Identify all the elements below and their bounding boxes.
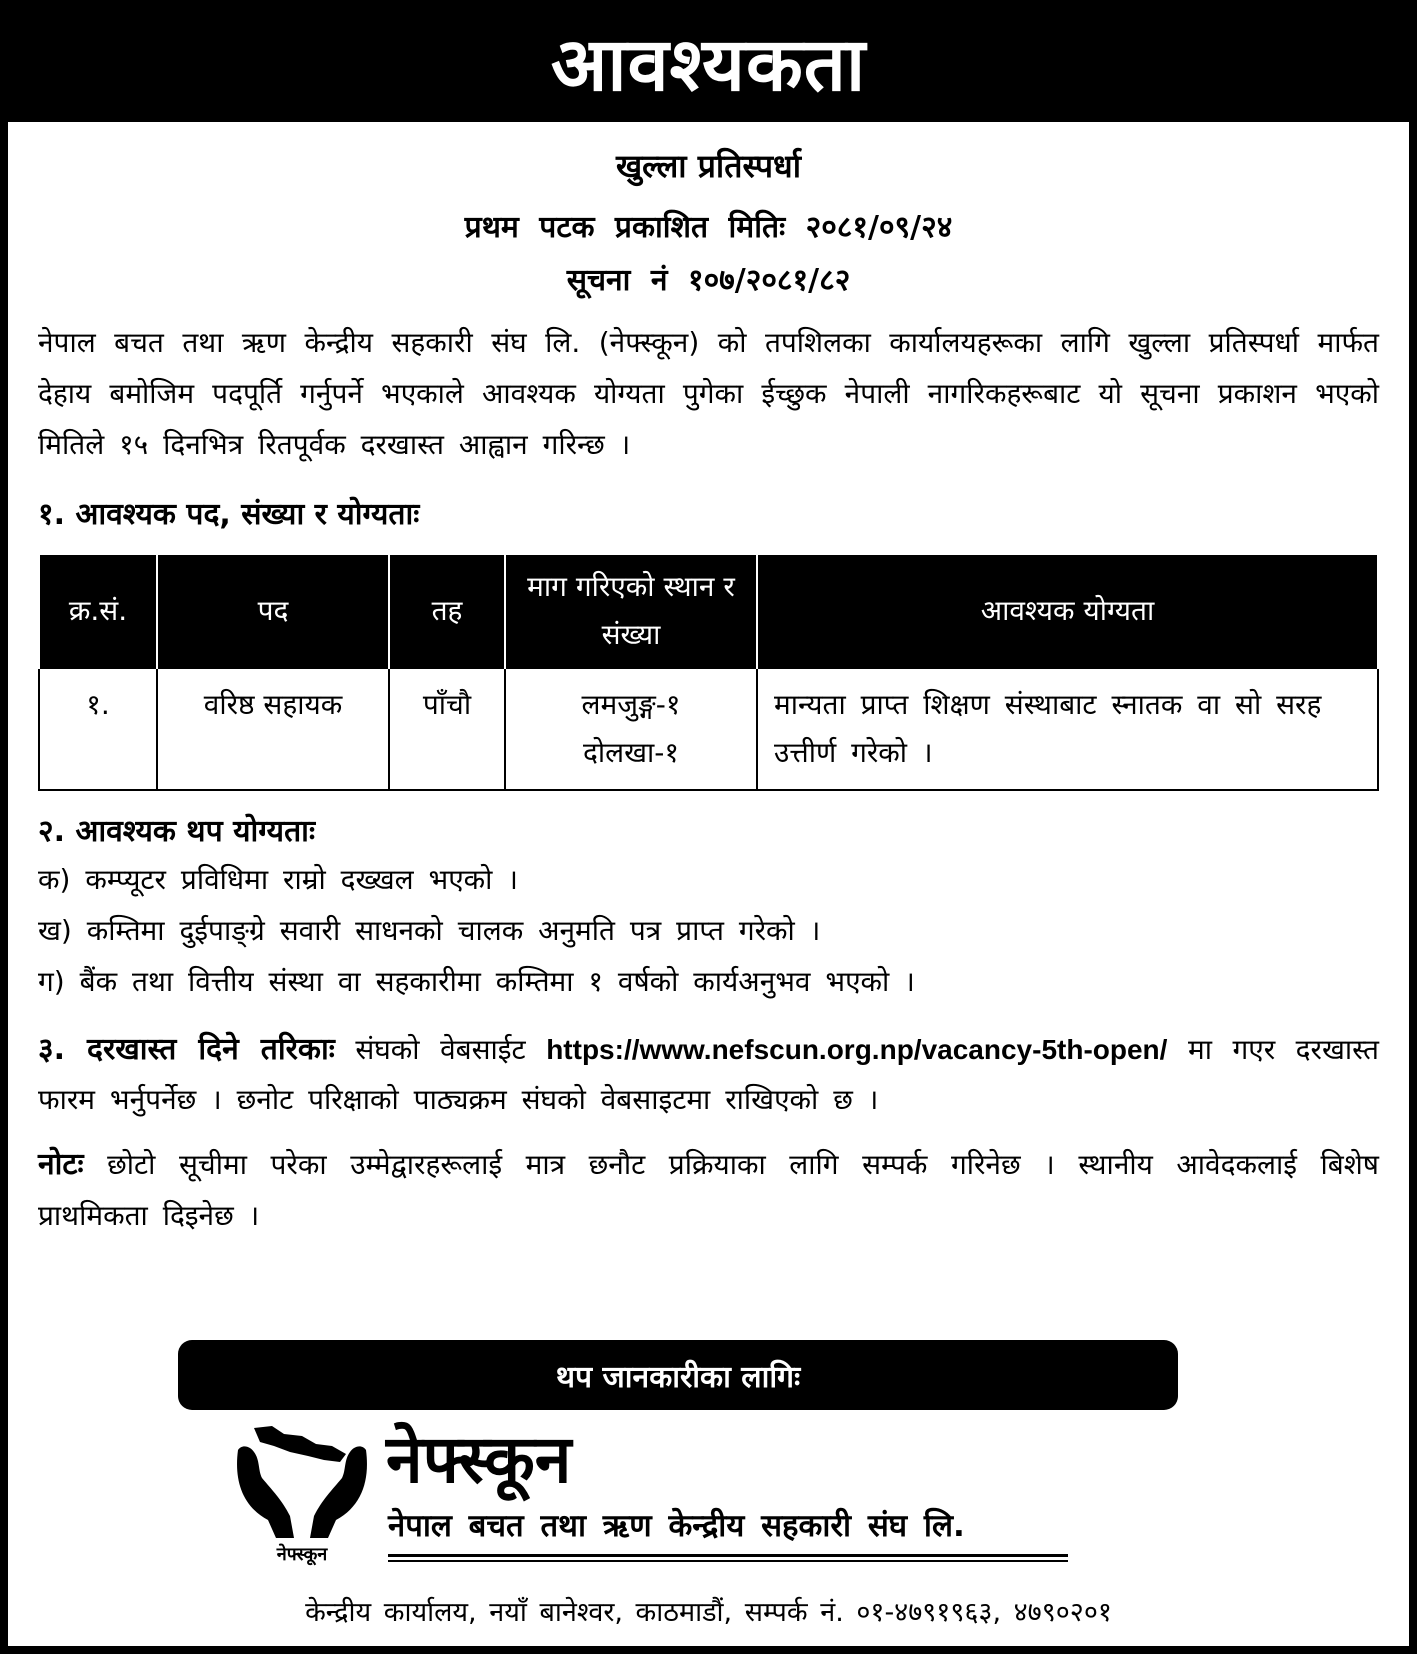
list-item: ग) बैंक तथा वित्तीय संस्था वा सहकारीमा कम्तिमा १ वर्षको कार्यअनुभव भएको । (38, 965, 915, 998)
intro-paragraph: नेपाल बचत तथा ऋण केन्द्रीय सहकारी संघ लि. (नेफ्स्कून) को तपशिलका कार्यालयहरूका लागि खुल्ला प्रतिस्पर्धा मार्फत देहाय बमोजिम पदपूर्ति गर्नुपर्ने भएकाले आवश्यक योग्यता पुगेका ईच्छुक नेपाली नागरिकहरूबाट यो सूचना प्रकाशन भएको मितिले १५ दिनभित्र रितपूर्वक दरखास्त आह्वान गरिन्छ । (38, 326, 1379, 461)
nefscun-logo (232, 1420, 372, 1570)
subtitle: खुल्ला प्रतिस्पर्धा (615, 147, 802, 185)
list-item: क) कम्प्यूटर प्रविधिमा राम्रो दख्खल भएको । (38, 863, 518, 896)
org-short-name: नेफ्स्कून (386, 1421, 572, 1498)
org-full-name: नेपाल बचत तथा ऋण केन्द्रीय सहकारी संघ लि. (388, 1508, 965, 1544)
list-item: ख) कम्तिमा दुईपाङ्ग्रे सवारी साधनको चालक अनुमति पत्र प्राप्त गरेको । (38, 914, 821, 947)
published-date-line: प्रथम पटक प्रकाशित मितिः २०८१/०९/२४ (464, 210, 953, 245)
additional-qualifications-list (38, 854, 1379, 1007)
vacancy-table (38, 555, 1379, 791)
section2-heading: २. आवश्यक थप योग्यताः (38, 814, 315, 849)
cell-qualification: मान्यता प्राप्त शिक्षण संस्थाबाट स्नातक वा सो सरह उत्तीर्ण गरेको । (757, 668, 1378, 790)
hands-map-icon (232, 1420, 372, 1540)
method-text-after-url: मा गएर दरखास्त फारम भर्नुपर्नेछ । छनोट परिक्षाको पाठ्यक्रम संघको वेबसाइटमा राखिएको छ । (38, 1033, 1379, 1116)
cell-level: पाँचौ (389, 668, 505, 790)
notice-sheet (8, 122, 1409, 1646)
table-row (39, 668, 1378, 790)
vacancy-url-link[interactable]: https://www.nefscun.org.np/vacancy-5th-open/ (546, 1034, 1168, 1065)
col-header-sn: क्र.सं. (39, 555, 157, 668)
logo-caption: नेफ्स्कून (276, 1544, 328, 1565)
col-header-post: पद (157, 555, 389, 668)
col-header-level: तह (389, 555, 505, 668)
application-method (38, 1025, 1379, 1125)
note-text: छोटो सूचीमा परेका उम्मेद्वारहरूलाई मात्र छनौट प्रक्रियाका लागि सम्पर्क गरिनेछ । स्थानीय आवेदकलाई बिशेष प्राथमिकता दिइनेछ । (38, 1148, 1379, 1232)
col-header-place: माग गरिएको स्थान र संख्या (505, 555, 757, 668)
table-header-row (39, 555, 1378, 668)
section1-heading: १. आवश्यक पद, संख्या र योग्यताः (38, 497, 420, 532)
cell-place (505, 668, 757, 790)
note-paragraph (38, 1139, 1379, 1241)
org-underline-secondary (388, 1560, 1068, 1562)
method-text-before-url: संघको वेबसाईट (334, 1033, 547, 1066)
more-info-bar: थप जानकारीका लागिः (178, 1340, 1178, 1410)
note-label: नोटः (38, 1147, 84, 1182)
col-header-qualification: आवश्यक योग्यता (757, 555, 1378, 668)
notice-number-line: सूचना नं १०७/२०८१/८२ (566, 263, 851, 298)
cell-sn: १. (39, 668, 157, 790)
place-line-1: लमजुङ्ग-१ (581, 688, 681, 721)
banner-title: आवश्यकता (550, 21, 867, 108)
office-address: केन्द्रीय कार्यालय, नयाँ बानेश्वर, काठमाडौं, सम्पर्क नं. ०१-४७९१९६३, ४७९०२०१ (305, 1597, 1112, 1628)
org-underline (388, 1554, 1068, 1557)
section3-heading: ३. दरखास्त दिने तरिकाः (38, 1032, 335, 1067)
place-line-2: दोलखा-१ (583, 736, 679, 769)
cell-post: वरिष्ठ सहायक (157, 668, 389, 790)
